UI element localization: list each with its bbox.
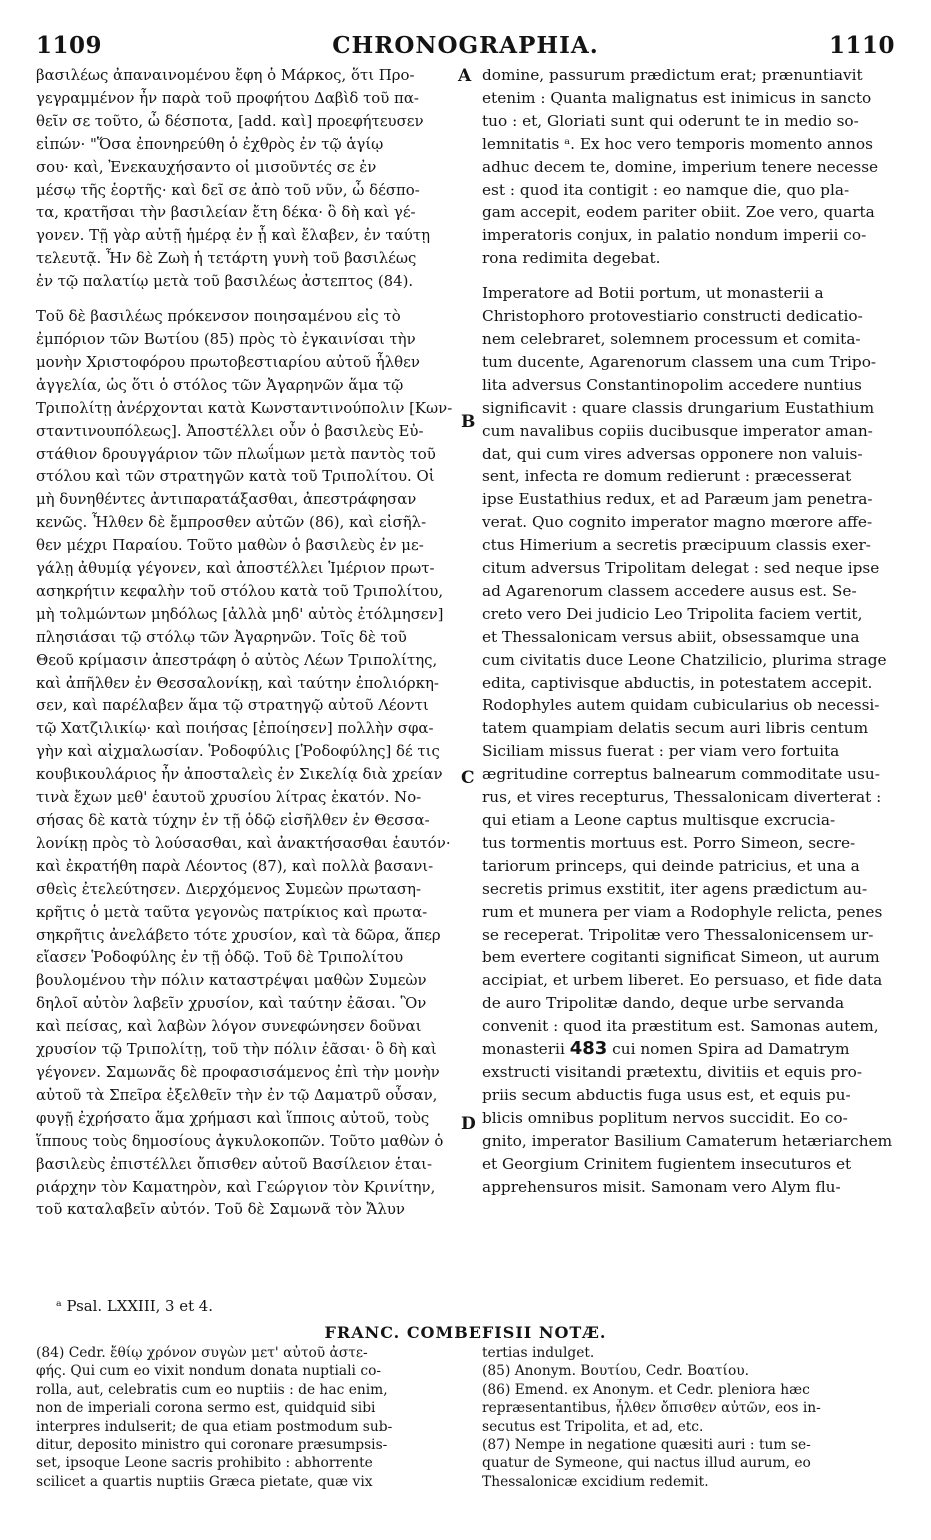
greek-text-line: ριάρχην τὸν Καματηρὸν, καὶ Γεώργιον τὸν Κρινίτην, bbox=[36, 1177, 436, 1196]
latin-text-line: ad Agarenorum classem accedere ausus est. Se- bbox=[482, 581, 857, 600]
latin-paragraph-2-continued bbox=[482, 1061, 896, 1198]
latin-text-column bbox=[482, 64, 896, 1198]
greek-text-line: σου· καὶ, Ἐνεκαυχήσαντο οἱ μισοῦντές σε ἐν bbox=[36, 157, 377, 176]
greek-text-line: γονεν. Τῇ γὰρ αὐτῇ ἡμέρᾳ ἐν ᾗ καὶ ἔλαβεν, ἐν ταύτῃ bbox=[36, 226, 431, 245]
note-line: non de imperiali corona sermo est, quidquid sibi bbox=[36, 1400, 376, 1417]
latin-text-line-with-page-number: monasterii 483 cui nomen Spira ad Damatrym bbox=[482, 1038, 850, 1060]
latin-text-line: sent, infecta re domum redierunt : præcesserat bbox=[482, 467, 852, 486]
latin-text-line: tuo : et, Gloriati sunt qui oderunt te in medio so- bbox=[482, 111, 859, 130]
greek-text-line: μονὴν Χριστοφόρου πρωτοβεστιαρίου αὐτοῦ ἦλθεν bbox=[36, 352, 420, 371]
greek-text-line: ἀγγελία, ὡς ὅτι ὁ στόλος τῶν Ἀγαρηνῶν ἅμα τῷ bbox=[36, 375, 404, 394]
latin-text-line: secretis primus exstitit, iter agens prædictum au- bbox=[482, 879, 868, 898]
greek-text-line: μὴ τολμώντων μηδόλως [ἀλλὰ μηδ' αὐτὸς ἐτόλμησεν] bbox=[36, 604, 444, 623]
greek-text-line: γέγονεν. Σαμωνᾶς δὲ προφασισάμενος ἐπὶ τὴν μονὴν bbox=[36, 1062, 440, 1081]
latin-text-line: ipse Eustathius redux, et ad Paræum jam penetra- bbox=[482, 490, 873, 509]
latin-text-line: convenit : quod ita præstitum est. Samonas autem, bbox=[482, 1017, 879, 1036]
note-line: rolla, aut, celebratis cum eo nuptiis : de hac enim, bbox=[36, 1381, 388, 1398]
latin-text-line: rus, et vires recepturus, Thessalonicam diverterat : bbox=[482, 788, 882, 807]
margin-marker-b: B bbox=[461, 412, 476, 432]
latin-text-line: adhuc decem te, domine, imperium tenere necesse bbox=[482, 157, 879, 176]
latin-text-line: gam accepit, eodem pariter obiit. Zoe vero, quarta bbox=[482, 203, 875, 222]
latin-text-line: ægritudine correptus balnearum commoditate usu- bbox=[482, 765, 880, 784]
latin-text-line: exstructi visitandi prætextu, divitiis et equis pro- bbox=[482, 1062, 862, 1081]
note-line: (87) Nempe in negatione quæsiti auri : tum se- bbox=[482, 1437, 811, 1454]
note-line: set, ipsoque Leone sacris prohibito : abhorrente bbox=[36, 1455, 373, 1472]
greek-text-line: γεγραμμένον ἦν παρὰ τοῦ προφήτου Δαβὶδ τοῦ πα- bbox=[36, 88, 419, 107]
greek-text-line: σεν, καὶ παρέλαβεν ἅμα τῷ στρατηγῷ αὐτοῦ Λέοντι bbox=[36, 696, 429, 715]
greek-text-line: δηλοῖ αὐτὸν λαβεῖν χρυσίον, καὶ ταύτην ἐᾶσαι. Ὃν bbox=[36, 994, 427, 1013]
note-line: (86) Emend. ex Anonym. et Cedr. pleniora hæc bbox=[482, 1381, 810, 1398]
note-line: quatur de Symeone, qui nactus illud aurum, eo bbox=[482, 1455, 811, 1472]
latin-text-line: Christophoro protovestiario constructi dedicatio- bbox=[482, 307, 863, 326]
greek-text-line: τοῦ καταλαβεῖν αὐτόν. Τοῦ δὲ Σαμωνᾶ τὸν Ἄλυν bbox=[36, 1200, 405, 1219]
margin-marker-a: A bbox=[458, 66, 472, 86]
latin-text-line: nem celebraret, solemnem processum et comita- bbox=[482, 329, 861, 348]
latin-text-line: gnito, imperator Basilium Camaterum hetæriarchem bbox=[482, 1131, 893, 1150]
greek-text-line: τα, κρατῆσαι τὴν βασιλείαν ἔτη δέκα· ὃ δὴ καὶ γέ- bbox=[36, 203, 416, 222]
greek-text-line: μέσῳ τῆς ἑορτῆς· καὶ δεῖ σε ἀπὸ τοῦ νῦν, ὦ δέσπο- bbox=[36, 180, 420, 199]
note-line: (84) Cedr. ἔθίῳ χρόνον συγὼν μετ' αὐτοῦ ἀστε- bbox=[36, 1345, 368, 1361]
latin-text-line: rum et munera per viam a Rodophyle relicta, penes bbox=[482, 902, 883, 921]
greek-text-line: στόλου καὶ τῶν στρατηγῶν κατὰ τοῦ Τριπολίτου. Οἱ bbox=[36, 467, 435, 486]
inline-page-number: 483 bbox=[569, 1038, 608, 1060]
greek-text-line: αὐτοῦ τὰ Σπεῖρα ἐξελθεῖν τὴν ἐν τῷ Δαματρῦ οὖσαν, bbox=[36, 1085, 438, 1104]
greek-paragraph-1 bbox=[36, 64, 454, 293]
latin-text-line: apprehensuros misit. Samonam vero Alym flu- bbox=[482, 1177, 841, 1196]
latin-text-line: etenim : Quanta malignatus est inimicus in sancto bbox=[482, 88, 872, 107]
margin-marker-c: C bbox=[461, 768, 475, 788]
latin-text-line: Rodophyles autem quidam cubicularius ob necessi- bbox=[482, 696, 880, 715]
greek-text-line: βασιλεὺς ἐπιστέλλει ὄπισθεν αὐτοῦ Βασίλειον ἑται- bbox=[36, 1154, 433, 1173]
latin-text-line: Imperatore ad Botii portum, ut monasterii a bbox=[482, 284, 824, 303]
latin-text-line: dat, qui cum vires adversas opponere non valuis- bbox=[482, 444, 863, 463]
latin-text-line: blicis omnibus poplitum nervos succidit. Eo co- bbox=[482, 1108, 848, 1127]
greek-text-line: χρυσίον τῷ Τριπολίτῃ, τοῦ τὴν πόλιν ἐᾶσαι· ὃ δὴ καὶ bbox=[36, 1040, 437, 1059]
latin-text-line: lita adversus Constantinopolim accedere nuntius bbox=[482, 375, 862, 394]
note-line: (85) Anonym. Βουτίου, Cedr. Βοατίου. bbox=[482, 1363, 750, 1380]
greek-text-line: ασηκρήτιν κεφαλὴν τοῦ στόλου κατὰ τοῦ Τριπολίτου, bbox=[36, 581, 444, 600]
note-line: repræsentantibus, ἦλθεν ὄπισθεν αὐτῶν, eos in- bbox=[482, 1400, 821, 1417]
latin-text-line: tum ducente, Agarenorum classem una cum Tripo- bbox=[482, 352, 877, 371]
latin-text-line: et Georgium Crinitem fugientem insecuturos et bbox=[482, 1154, 852, 1173]
greek-text-line: ἐν τῷ παλατίῳ μετὰ τοῦ βασιλέως ἀστεπτος (84). bbox=[36, 272, 414, 291]
greek-text-line: φυγῇ ἐχρήσατο ἅμα χρήμασι καὶ ἵπποις αὐτοῦ, τοὺς bbox=[36, 1108, 430, 1127]
latin-text-line: edita, captivisque abductis, in potestatem accepit. bbox=[482, 673, 873, 692]
latin-text-line: tatem quampiam delatis secum auri libris centum bbox=[482, 719, 869, 738]
greek-text-line: στάθιον δρουγγάριον τῶν πλωΐμων μετὰ παντὸς τοῦ bbox=[36, 444, 436, 463]
latin-text-line: cum navalibus copiis ducibusque imperator aman- bbox=[482, 421, 873, 440]
greek-text-line: σταντινουπόλεως]. Ἀποστέλλει οὖν ὁ βασιλεὺς Εὐ- bbox=[36, 421, 424, 440]
greek-text-line: τελευτᾷ. Ἦν δὲ Ζωὴ ἡ τετάρτη γυνὴ τοῦ βασιλέως bbox=[36, 249, 417, 268]
scripture-footnote: ᵃ Psal. LXXIII, 3 et 4. bbox=[56, 1297, 213, 1315]
greek-text-line: γὴν καὶ αἰχμαλωσίαν. Ῥοδοφύλις [Ῥοδοφύλης] δέ τις bbox=[36, 742, 440, 761]
greek-text-line: τινὰ ἔχων μεθ' ἑαυτοῦ χρυσίου λίτρας ἑκατόν. Νο- bbox=[36, 788, 422, 807]
margin-marker-d: D bbox=[461, 1114, 476, 1134]
greek-text-line: ἐμπόριον τῶν Βωτίου (85) πρὸς τὸ ἐγκαινίσαι τὴν bbox=[36, 329, 416, 348]
greek-paragraph-2 bbox=[36, 305, 454, 1221]
greek-text-line: γάλῃ ἀθυμίᾳ γέγονεν, καὶ ἀποστέλλει Ἱμέριον πρωτ- bbox=[36, 559, 435, 578]
greek-text-line: θεν μέχρι Παραίου. Τοῦτο μαθὼν ὁ βασιλεὺς ἐν με- bbox=[36, 536, 424, 555]
greek-text-column bbox=[36, 64, 454, 1221]
greek-text-line: Τοῦ δὲ βασιλέως πρόκενσον ποιησαμένου εἰς τὸ bbox=[36, 307, 401, 326]
latin-text-line: se receperat. Tripolitæ vero Thessalonicensem ur- bbox=[482, 925, 874, 944]
latin-text-line: creto vero Dei judicio Leo Tripolita faciem vertit, bbox=[482, 604, 863, 623]
greek-text-line: μὴ δυνηθέντες ἀντιπαρατάξασθαι, ἀπεστράφησαν bbox=[36, 490, 417, 509]
latin-text-line: bem evertere cogitanti significat Simeon, ut aurum bbox=[482, 948, 880, 967]
greek-text-line: τῷ Χατζιλικίῳ· καὶ ποιήσας [ἐποίησεν] πολλὴν σφα- bbox=[36, 719, 434, 738]
latin-text-line: accipiat, et urbem liberet. Eo persuaso, et fide data bbox=[482, 971, 883, 990]
note-line: φής. Qui cum eo vixit nondum donata nuptiali co- bbox=[36, 1363, 382, 1380]
note-line: scilicet a quartis nuptiis Græca pietate, quæ vix bbox=[36, 1473, 373, 1490]
greek-text-line: σήσας δὲ κατὰ τύχην ἐν τῇ ὁδῷ εἰσῆλθεν ἐν Θεσσα- bbox=[36, 811, 430, 829]
greek-text-line: κρῆτις ὁ μετὰ ταῦτα γεγονὼς πατρίκιος καὶ πρωτα- bbox=[36, 902, 428, 921]
note-line: ditur, deposito ministro qui coronare præsumpsis- bbox=[36, 1437, 388, 1454]
latin-text-line: priis secum abductis fuga usus est, et equis pu- bbox=[482, 1085, 851, 1104]
latin-text-line: tariorum princeps, qui deinde patricius, et una a bbox=[482, 856, 860, 875]
greek-text-line: λονίκῃ πρὸς τὸ λούσασθαι, καὶ ἀνακτήσασθαι ἑαυτόν· bbox=[36, 833, 451, 852]
greek-text-line: κενῶς. Ἦλθεν δὲ ἔμπροσθεν αὐτῶν (86), καὶ εἰσῆλ- bbox=[36, 513, 427, 532]
note-line: interpres indulserit; de qua etiam postmodum sub- bbox=[36, 1418, 393, 1435]
latin-text-line: tus tormentis mortuus est. Porro Simeon, secre- bbox=[482, 833, 856, 852]
greek-text-line: εἰπών· "Ὅσα ἐπονηρεύθη ὁ ἐχθρὸς ἐν τῷ ἁγίῳ bbox=[36, 134, 384, 153]
latin-text-line: qui etiam a Leone captus multisque excrucia- bbox=[482, 811, 836, 829]
greek-text-line: βουλομένου τὴν πόλιν καταστρέψαι μαθὼν Συμεὼν bbox=[36, 971, 427, 990]
greek-text-line: εἴασεν Ῥοδοφύλης ἐν τῇ ὁδῷ. Τοῦ δὲ Τριπολίτου bbox=[36, 948, 404, 967]
notes-heading: FRANC. COMBEFISII NOTÆ. bbox=[324, 1323, 607, 1342]
latin-text-line: de auro Tripolitæ dando, deque urbe servanda bbox=[482, 994, 845, 1013]
greek-text-line: θεῖν σε τοῦτο, ὦ δέσποτα, [add. καὶ] προεφήτευσεν bbox=[36, 111, 424, 130]
greek-text-line: σηκρῆτις ἀνελάβετο τότε χρυσίον, καὶ τὰ δῶρα, ἅπερ bbox=[36, 925, 441, 944]
greek-text-line: καὶ ἐκρατήθη παρὰ Λέοντος (87), καὶ πολλὰ βασανι- bbox=[36, 856, 434, 875]
note-line: tertias indulget. bbox=[482, 1345, 595, 1361]
latin-text-line: et Thessalonicam versus abiit, obsessamque una bbox=[482, 627, 860, 646]
greek-text-line: ἵππους τοὺς δημοσίους ἀγκυλοκοπῶν. Τοῦτο μαθὼν ὁ bbox=[36, 1131, 444, 1150]
latin-text-line: domine, passurum prædictum erat; prænuntiavit bbox=[482, 66, 863, 84]
latin-text-line: imperatoris conjux, in palatio nondum imperii co- bbox=[482, 226, 867, 245]
right-page-number: 1110 bbox=[828, 32, 895, 59]
left-page-number: 1109 bbox=[36, 32, 103, 59]
greek-text-line: βασιλέως ἀπαναινομένου ἔφη ὁ Μάρκος, ὅτι Προ- bbox=[36, 66, 415, 84]
latin-paragraph-2 bbox=[482, 282, 896, 1038]
latin-paragraph-1 bbox=[482, 64, 896, 270]
latin-text-line: significavit : quare classis drungarium Eustathium bbox=[482, 398, 875, 417]
notes-right-column bbox=[482, 1344, 896, 1491]
greek-text-line: πλησιάσαι τῷ στόλῳ τῶν Ἀγαρηνῶν. Τοῖς δὲ τοῦ bbox=[36, 627, 407, 646]
greek-text-line: Θεοῦ κρίμασιν ἀπεστράφη ὁ αὐτὸς Λέων Τριπολίτης, bbox=[36, 650, 438, 669]
latin-text-line: rona redimita degebat. bbox=[482, 249, 661, 268]
latin-text-line: verat. Quo cognito imperator magno mœrore affe- bbox=[482, 513, 873, 532]
latin-text-line: citum adversus Tripolitam delegat : sed neque ipse bbox=[482, 559, 880, 578]
greek-text-line: κουβικουλάριος ἦν ἀποσταλεὶς ἐν Σικελίᾳ διὰ χρείαν bbox=[36, 765, 443, 784]
latin-text-line: lemnitatis ᵃ. Ex hoc vero temporis momento annos bbox=[482, 134, 873, 153]
note-line: secutus est Tripolita, et ad, etc. bbox=[482, 1418, 704, 1435]
note-line: Thessalonicæ excidium redemit. bbox=[482, 1473, 709, 1490]
latin-text-line: est : quod ita contigit : eo namque die, quo pla- bbox=[482, 180, 850, 199]
running-title: CHRONOGRAPHIA. bbox=[332, 32, 599, 59]
greek-text-line: καὶ πείσας, καὶ λαβὼν λόγον συνεφώνησεν δοῦναι bbox=[36, 1017, 422, 1036]
greek-text-line: καὶ ἀπῆλθεν ἐν Θεσσαλονίκῃ, καὶ ταύτην ἐπολιόρκη- bbox=[36, 673, 439, 692]
greek-text-line: σθεὶς ἐτελεύτησεν. Διερχόμενος Συμεὼν πρωταση- bbox=[36, 879, 421, 898]
greek-text-line: Τριπολίτῃ ἀνέρχονται κατὰ Κωνσταντινούπολιν [Κων- bbox=[36, 398, 453, 417]
latin-text-line: Siciliam missus fuerat : per viam vero fortuita bbox=[482, 742, 840, 761]
latin-text-line: ctus Himerium a secretis præcipuum classis exer- bbox=[482, 536, 871, 555]
notes-left-column bbox=[36, 1344, 456, 1491]
latin-text-line: cum civitatis duce Leone Chatzilicio, plurima strage bbox=[482, 650, 887, 669]
